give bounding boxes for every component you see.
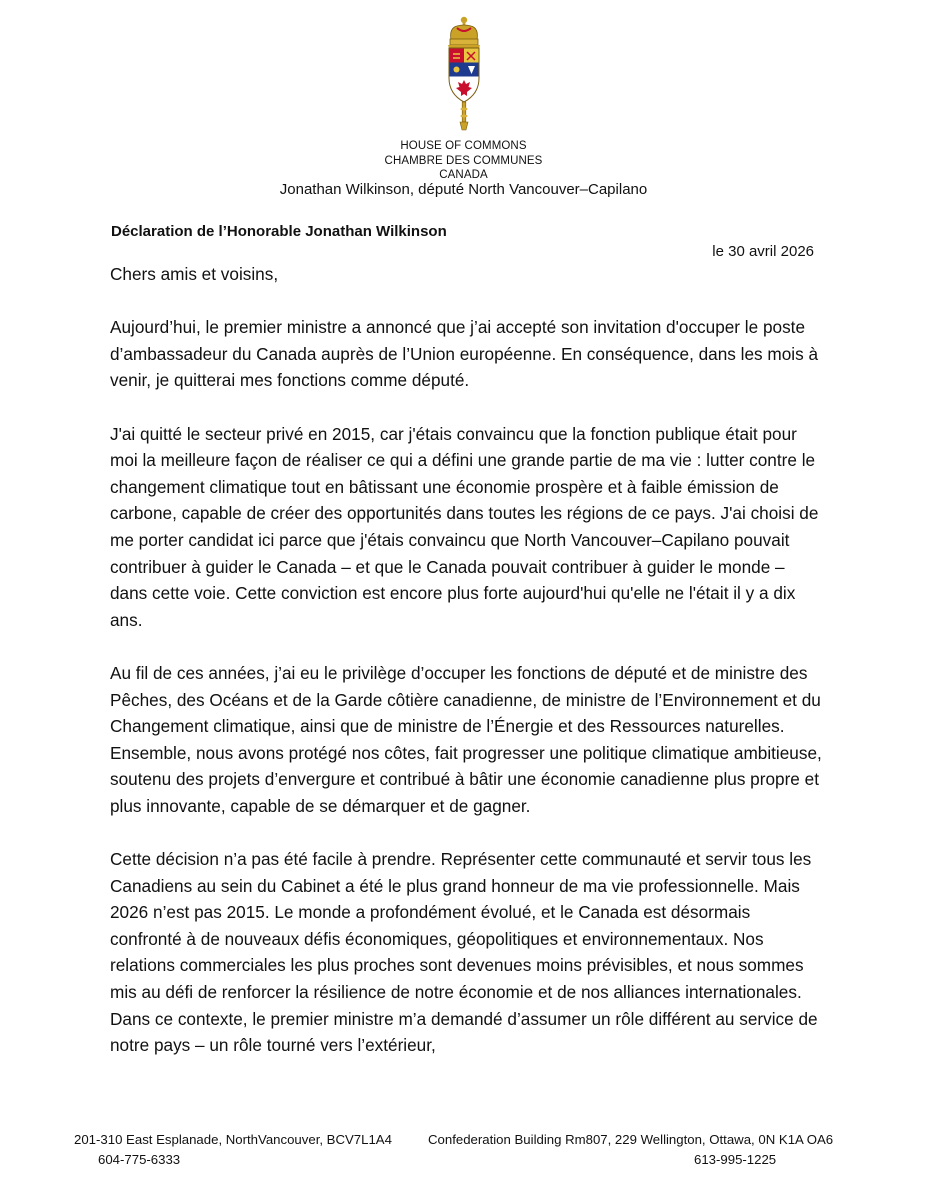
house-of-commons-label: HOUSE OF COMMONS (400, 140, 527, 152)
house-of-commons-crest-logo (429, 14, 499, 132)
paragraph-2: J'ai quitté le secteur privé en 2015, car j'étais convaincu que la fonction publique était pour moi la meilleure façon de réaliser ce qui a défini une grande partie de ma vie : lutter contre le changement climatique tout en bâtissant une économie prospère et à faible émission de carbone, capable de créer des opportunités dans toutes les régions de ce pays. J'ai choisi de me porter candidat ici parce que j'étais convaincu que North Vancouver–Capilano pouvait contribuer à guider le Canada – et que le Canada pouvait contribuer à guider le monde – dans cette voie. Cette conviction est encore plus forte aujourd'hui qu'elle ne l'était il y a dix ans. (110, 423, 819, 630)
riding-office-phone: 604-775-6333 (98, 1152, 181, 1167)
ottawa-office-address: Confederation Building Rm807, 229 Wellington, Ottawa, 0N K1A OA6 (428, 1132, 834, 1147)
letter-body (110, 261, 822, 1085)
paragraph-4: Cette décision n’a pas été facile à prendre. Représenter cette communauté et servir tous les Canadiens au sein du Cabinet a été le plus grand honneur de ma vie professionnelle. Mais 2026 n’est pas 2015. Le monde a profondément évolué, et le Canada est désormais confronté à de nouveaux défis économiques, géopolitiques et environnementaux. Nos relations commerciales les plus proches sont devenues moins prévisibles, et nous sommes mis au défi de renforcer la résilience de notre économie et de nos alliances internationales. Dans ce contexte, le premier ministre m’a demandé d’assumer un rôle différent au service de notre pays – un rôle tourné vers l’extérieur, (110, 849, 818, 1056)
chambre-des-communes-label: CHAMBRE DES COMMUNES (384, 155, 543, 167)
greeting: Chers amis et voisins, (110, 264, 279, 284)
statement-date: le 30 avril 2026 (712, 243, 814, 260)
ottawa-office-phone: 613-995-1225 (694, 1152, 777, 1167)
statement-heading: Déclaration de l’Honorable Jonathan Wilkinson (111, 223, 447, 240)
mp-name-riding: Jonathan Wilkinson, député North Vancouver–Capilano (279, 181, 648, 198)
riding-office-address: 201-310 East Esplanade, NorthVancouver, BCV7L1A4 (74, 1132, 392, 1147)
canada-label: CANADA (439, 169, 488, 181)
paragraph-1: Aujourd’hui, le premier ministre a annoncé que j’ai accepté son invitation d'occuper le poste d’ambassadeur du Canada auprès de l’Union européenne. En conséquence, dans les mois à venir, je quitterai mes fonctions comme député. (110, 317, 819, 391)
paragraph-3: Au fil de ces années, j’ai eu le privilège d’occuper les fonctions de député et de ministre des Pêches, des Océans et de la Garde côtière canadienne, de ministre de l’Environnement et du Changement climatique, ainsi que de ministre de l’Énergie et des Ressources naturelles. Ensemble, nous avons protégé nos côtes, fait progresser une politique climatique ambitieuse, soutenu des projets d’envergure et contribué à bâtir une économie canadienne plus propre et plus innovante, capable de se démarquer et de gagner. (110, 662, 822, 816)
